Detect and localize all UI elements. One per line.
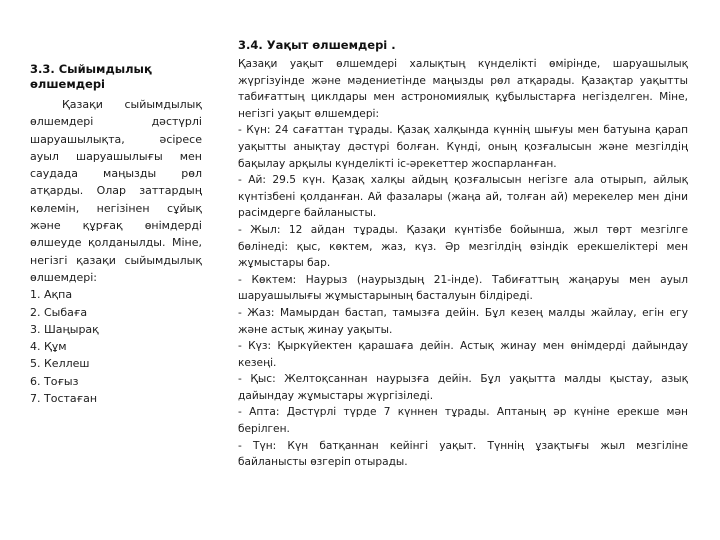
time-measure-day: - Күн: 24 сағаттан тұрады. Қазақ халқында күннің шығуы мен батуына қарап уақытты анықтау дәстүрі болған. Күнді, оның қозғалысын және мезгілдің бақылау арқылы күнделікті іс-әрекеттер жоспарланған. [238, 124, 688, 170]
capacity-measures-section [30, 62, 202, 407]
time-measures-intro: Қазақи уақыт өлшемдері халықтың күнделікті өмірінде, шаруашылық жүргізуінде және мәдениетінде маңызды рөл атқарады. Қазақтар уақытты табиғаттың циклдары мен астрономиялық құбылыстарға негізделген. Міне, негізгі уақыт өлшемдері: [238, 58, 688, 120]
time-measure-month: - Ай: 29.5 күн. Қазақ халқы айдың қозғалысын негізге ала отырып, айлық күнтізбені қолданған. Ай фазалары (жаңа ай, толған ай) мерекелер мен діни расімдерге байланысты. [238, 174, 688, 220]
time-measure-spring: - Көктем: Наурыз (наурыздың 21-інде). Табиғаттың жаңаруы мен ауыл шаруашылығы жұмыстарының басталуын білдіреді. [238, 273, 688, 303]
time-measures-body [238, 56, 688, 471]
time-measure-week: - Апта: Дәстүрлі түрде 7 күннен тұрады. Аптаның әр күніне ерекше мән берілген. [238, 406, 688, 436]
list-item: 1. Ақпа [30, 288, 73, 302]
list-item: 3. Шаңырақ [30, 322, 99, 336]
time-measure-autumn: - Күз: Қыркүйектен қарашаға дейін. Астық жинау мен өнімдерді дайындау кезеңі. [238, 340, 688, 369]
capacity-measures-heading: 3.3. Сыйымдылық өлшемдері [30, 62, 152, 91]
list-item: 2. Сыбаға [30, 305, 88, 319]
time-measure-night: - Түн: Күн батқаннан кейінгі уақыт. Түннің ұзақтығы жыл мезгіліне байланысты өзгеріп отырады. [238, 439, 688, 469]
time-measure-winter: - Қыс: Желтоқсаннан наурызға дейін. Бұл уақытта малды қыстау, азық дайындау жұмыстары жүргізіледі. [238, 373, 688, 402]
time-measure-year: - Жыл: 12 айдан тұрады. Қазақи күнтізбе бойынша, жыл төрт мезгілге бөлінеді: қыс, көктем, жаз, күз. Әр мезгілдің өзіндік ерекшеліктері мен жұмыстары бар. [238, 223, 688, 270]
time-measures-heading: 3.4. Уақыт өлшемдері . [238, 38, 396, 52]
capacity-measures-intro: Қазақи сыйымдылық өлшемдері дәстүрлі шаруашылықта, әсіресе ауыл шаруашылығы мен саудада маңызды рөл атқарды. Олар заттардың көлемін, негізінен сұйық және құрғақ өнімдерді өлшеуде қолданылды. Міне, негізгі қазақи сыйымдылық өлшемдері: [30, 98, 202, 284]
list-item: 6. Тоғыз [30, 374, 79, 388]
time-measures-section [238, 38, 688, 471]
list-item: 7. Тостаған [30, 392, 98, 406]
time-measure-summer: - Жаз: Мамырдан бастап, тамызға дейін. Бұл кезең малды жайлау, егін егу және астық жинау уақыты. [238, 306, 688, 336]
capacity-measures-list [30, 286, 202, 407]
list-item: 5. Келлеш [30, 357, 90, 371]
list-item: 4. Құм [30, 340, 67, 354]
